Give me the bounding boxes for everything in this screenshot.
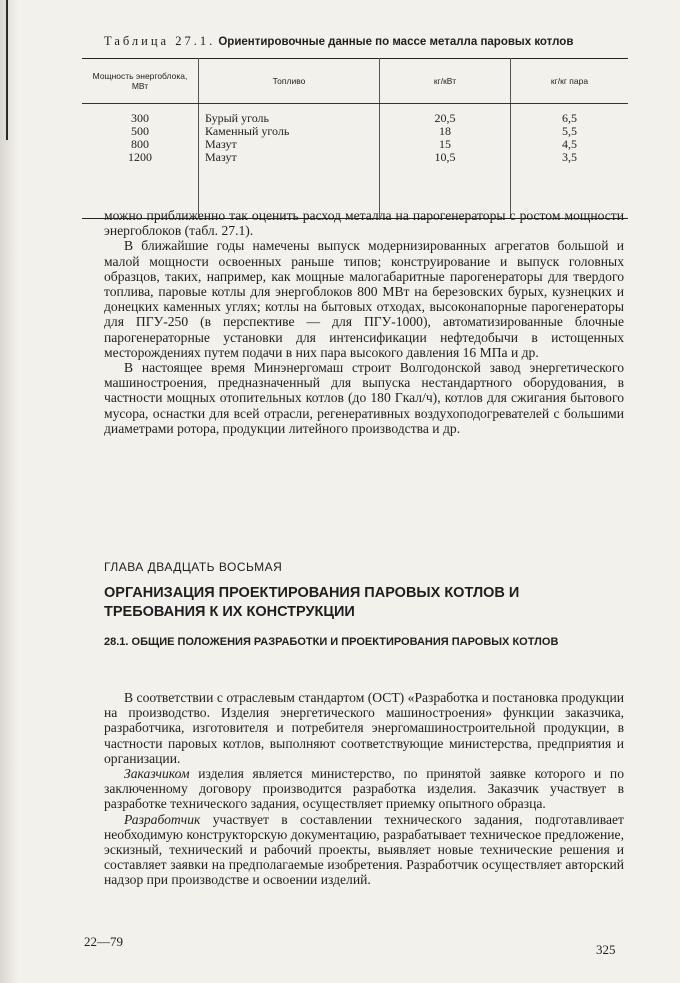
table-cell: 4,5 <box>562 137 577 151</box>
table-cell: 20,5 <box>434 111 456 125</box>
table-caption <box>104 34 624 49</box>
table-cell: 300 <box>131 111 149 125</box>
header-kg-kw: кг/кВт <box>380 59 511 104</box>
power-column <box>82 104 199 219</box>
term-developer: Разработчик <box>124 811 201 827</box>
table-caption-label: Таблица 27.1. <box>104 34 216 48</box>
body-text-bottom <box>104 690 624 888</box>
header-fuel: Топливо <box>199 59 380 104</box>
table-cell: 3,5 <box>562 150 577 164</box>
paragraph-text: изделия является министерство, по принятой заявке которого и по заключенному договору производится разработка изделия. Заказчик участвует в разработке технического задания, осуществляет приемку опытного образца. <box>104 766 624 812</box>
section-title: 28.1. ОБЩИЕ ПОЛОЖЕНИЯ РАЗРАБОТКИ И ПРОЕКТИРОВАНИЯ ПАРОВЫХ КОТЛОВ <box>104 636 559 648</box>
paragraph-text: участвует в составлении технического задания, подготавливает необходимую конструкторскую документацию, разрабатывает техническое предложение, эскизный, технический и рабочий проекты, выявляет новые технические решения и составляет заявки на предполагаемые изобретения. Разработчик осуществляет авторский надзор при производстве и освоении изделий. <box>104 811 624 888</box>
fuel-column <box>199 104 380 219</box>
paragraph: В ближайшие годы намечены выпуск модернизированных агрегатов большой и малой мощности освоенных раньше типов; конструирование и выпуск головных образцов, таких, например, как мощные малогабаритные парогенераторы для твердого топлива, паровые котлы для энергоблоков 800 МВт на березовских бурых, кузнецких и донецких каменных углях; котлы на бытовых отходах, высоконапорные парогенераторы для ПГУ-250 (в перспективе — для ПГУ-1000), автоматизированные блочные парогенераторные установки для интенсификации нефтедобычи в истощенных месторождениях путем подачи в них пара высокого давления 16 МПа и др. <box>104 238 624 360</box>
table-cell: Бурый уголь <box>205 111 270 125</box>
table-cell: 10,5 <box>434 150 456 164</box>
paragraph: В настоящее время Минэнергомаш строит Волгодонской завод энергетического машиностроения, предназначенный для выпуска нестандартного оборудования, в частности мощных отопительных котлов (до 180 Гкал/ч), котлов для сжигания бытового мусора, оснастки для всей отрасли, регенеративных воздухоподогревателей с большими диаметрами ротора, продукции литейного производства и др. <box>104 360 624 436</box>
binding-shadow <box>0 0 18 983</box>
header-kg-kg: кг/кг пара <box>511 59 629 104</box>
kg-kw-column <box>380 104 511 219</box>
body-text-top <box>104 208 624 436</box>
table-row <box>82 104 628 219</box>
table-cell: 1200 <box>128 150 152 164</box>
table-header-row <box>82 59 628 104</box>
table-cell: 800 <box>131 137 149 151</box>
term-customer: Заказчиком <box>124 766 190 782</box>
chapter-label: ГЛАВА ДВАДЦАТЬ ВОСЬМАЯ <box>104 560 283 574</box>
table-cell: Мазут <box>205 137 237 151</box>
table-cell: Мазут <box>205 150 237 164</box>
table-cell: 5,5 <box>562 124 577 138</box>
page-number: 325 <box>596 942 616 957</box>
table-cell: 18 <box>439 124 451 138</box>
printer-signature: 22—79 <box>84 934 123 949</box>
paragraph: можно приближенно так оценить расход металла на парогенераторы с ростом мощности энергоблоков (табл. 27.1). <box>104 208 624 239</box>
paragraph <box>104 812 624 888</box>
chapter-title: ОРГАНИЗАЦИЯ ПРОЕКТИРОВАНИЯ ПАРОВЫХ КОТЛОВ И ТРЕБОВАНИЯ К ИХ КОНСТРУКЦИИ <box>104 585 520 620</box>
kg-kg-column <box>511 104 629 219</box>
header-power: Мощность энергоблока, МВт <box>82 59 199 104</box>
table-cell: 15 <box>439 137 451 151</box>
paragraph <box>104 766 624 812</box>
metal-mass-table <box>82 58 628 219</box>
paragraph: В соответствии с отраслевым стандартом (ОСТ) «Разработка и постановка продукции на производство. Изделия энергетического машиностроения» функции заказчика, разработчика, изготовителя и потребителя энергомашиностроительной продукции, в частности паровых котлов, выполняют соответствующие министерства, предприятия и организации. <box>104 690 624 766</box>
table-cell: 6,5 <box>562 111 577 125</box>
table-cell: 500 <box>131 124 149 138</box>
table-caption-text: Ориентировочные данные по массе металла паровых котлов <box>218 36 574 48</box>
table-cell: Каменный уголь <box>205 124 290 138</box>
